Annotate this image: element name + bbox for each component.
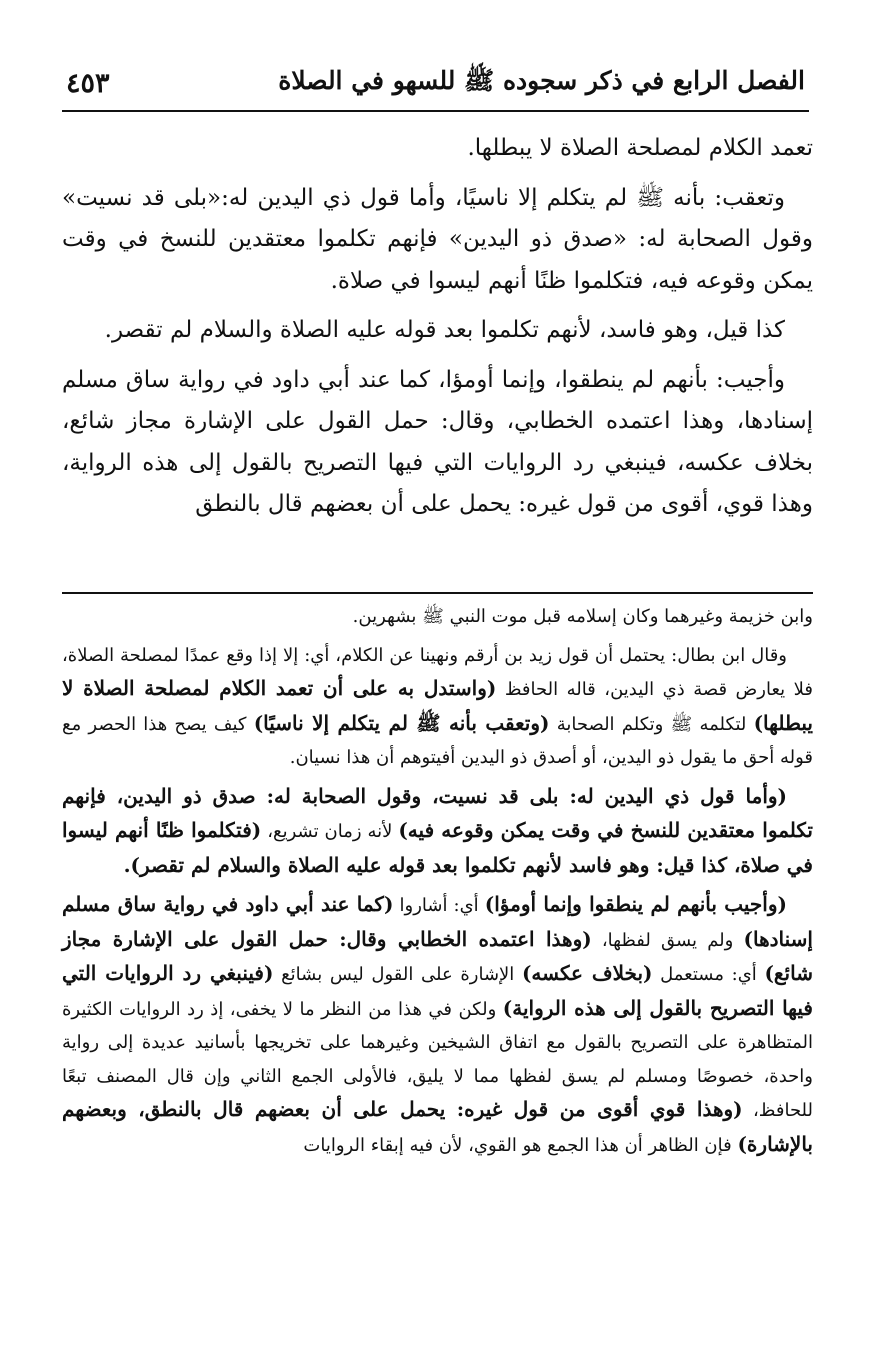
quoted-main-text: (بخلاف عكسه): [521, 961, 653, 985]
quoted-main-text: (وأما قول ذي اليدين له: بلى قد نسيت، وقول الصحابة له: صدق ذو اليدين، فإنهم تكلموا معتقدين للنسخ في وقت يمكن وقوعه فيه): [62, 783, 813, 842]
quoted-main-text: (كما عند أبي داود في رواية ساق مسلم إسنادها): [62, 892, 813, 951]
quoted-main-text: (وأجيب بأنهم لم ينطقوا وإنما أومؤا): [484, 892, 787, 916]
main-paragraph: وتعقب: بأنه ﷺ لم يتكلم إلا ناسيًا، وأما قول ذي اليدين له:«بلى قد نسيت» وقول الصحابة له: «صدق ذو اليدين» فإنهم تكلموا معتقدين للنسخ في وقت يمكن وقوعه فيه، فتكلموا ظنًا أنهم ليسوا في صلاة.: [62, 184, 813, 294]
commentary-paragraph: [62, 639, 813, 775]
page-number: ٤٥٣: [66, 67, 110, 99]
commentary-text-run: ولم يسق لفظها،: [601, 929, 734, 951]
commentary-text-run: أي: أشاروا: [399, 895, 479, 916]
footnote-divider: [62, 592, 813, 594]
quoted-main-text: (فتكلموا ظنًا أنهم ليسوا في صلاة، كذا قيل: وهو فاسد لأنهم تكلموا بعد قوله عليه الصلاة والسلام لم تقصر).: [62, 818, 813, 877]
commentary-text-run: فإن الظاهر أن هذا الجمع هو القوي، لأن فيه إبقاء الروايات: [303, 1134, 732, 1156]
main-text: [62, 128, 813, 534]
main-paragraph: كذا قيل، وهو فاسد، لأنهم تكلموا بعد قوله عليه الصلاة والسلام لم تقصر.: [104, 317, 785, 343]
commentary-paragraph: [62, 780, 813, 884]
commentary-text-run: لتكلمه ﷺ وتكلم الصحابة: [556, 713, 747, 735]
commentary-paragraph: وابن خزيمة وغيرهما وكان إسلامه قبل موت النبي ﷺ بشهرين.: [352, 606, 813, 627]
commentary-text: [62, 600, 813, 1167]
main-paragraph: وأجيب: بأنهم لم ينطقوا، وإنما أومؤا، كما عند أبي داود في رواية ساق مسلم إسنادها، وهذا اعتمده الخطابي، وقال: حمل القول على الإشارة مجاز شائع، بخلاف عكسه، فينبغي رد الروايات التي فيها التصريح بالقول إلى هذه الرواية، وهذا قوي، أقوى من قول غيره: يحمل على أن بعضهم قال بالنطق: [62, 366, 813, 517]
commentary-text-run: الإشارة على القول ليس بشائع: [281, 964, 515, 985]
main-paragraph: تعمد الكلام لمصلحة الصلاة لا يبطلها.: [467, 135, 813, 161]
commentary-paragraph: [62, 888, 813, 1162]
commentary-text-run: أي: مستعمل: [660, 964, 757, 985]
running-title: الفصل الرابع في ذكر سجوده ﷺ للسهو في الصلاة: [278, 65, 805, 95]
running-header: [62, 62, 809, 112]
quoted-main-text: (وتعقب بأنه ﷺ لم يتكلم إلا ناسيًا): [253, 710, 550, 735]
quoted-main-text: (وهذا قوي أقوى من قول غيره: يحمل على أن بعضهم قال بالنطق، وبعضهم بالإشارة): [62, 1097, 813, 1156]
quoted-main-text: (فينبغي رد الروايات التي فيها التصريح بالقول إلى هذه الرواية): [62, 961, 813, 1020]
quoted-main-text: (وهذا اعتمده الخطابي وقال: حمل القول على الإشارة مجاز شائع): [62, 926, 813, 985]
commentary-text-run: وقال ابن بطال: يحتمل أن قول زيد بن أرقم ونهينا عن الكلام، أي: إلا إذا وقع عمدًا لمصلحة الصلاة، فلا يعارض قصة ذي اليدين، قاله الحافظ: [62, 644, 813, 700]
commentary-text-run: لأنه زمان تشريع،: [267, 821, 393, 842]
commentary-text-run: كيف يصح هذا الحصر مع قوله أحق ما يقول ذو اليدين، أو أصدق ذو اليدين أفيتوهم أن هذا نسيان.: [62, 713, 813, 768]
quoted-main-text: (واستدل به على أن تعمد الكلام لمصلحة الصلاة لا يبطلها): [62, 676, 813, 735]
commentary-text-run: ولكن في هذا من النظر ما لا يخفى، إذ رد الروايات الكثيرة المتظاهرة على التصريح بالقول مع اتفاق الشيخين وغيرهما على تخريجها بأسانيد عديدة إلى رواية واحدة، خصوصًا ومسلم لم يسق لفظها مما لا يليق، فالأولى الجمع الثاني وإن قال المصنف تبعًا للحافظ،: [62, 998, 813, 1121]
